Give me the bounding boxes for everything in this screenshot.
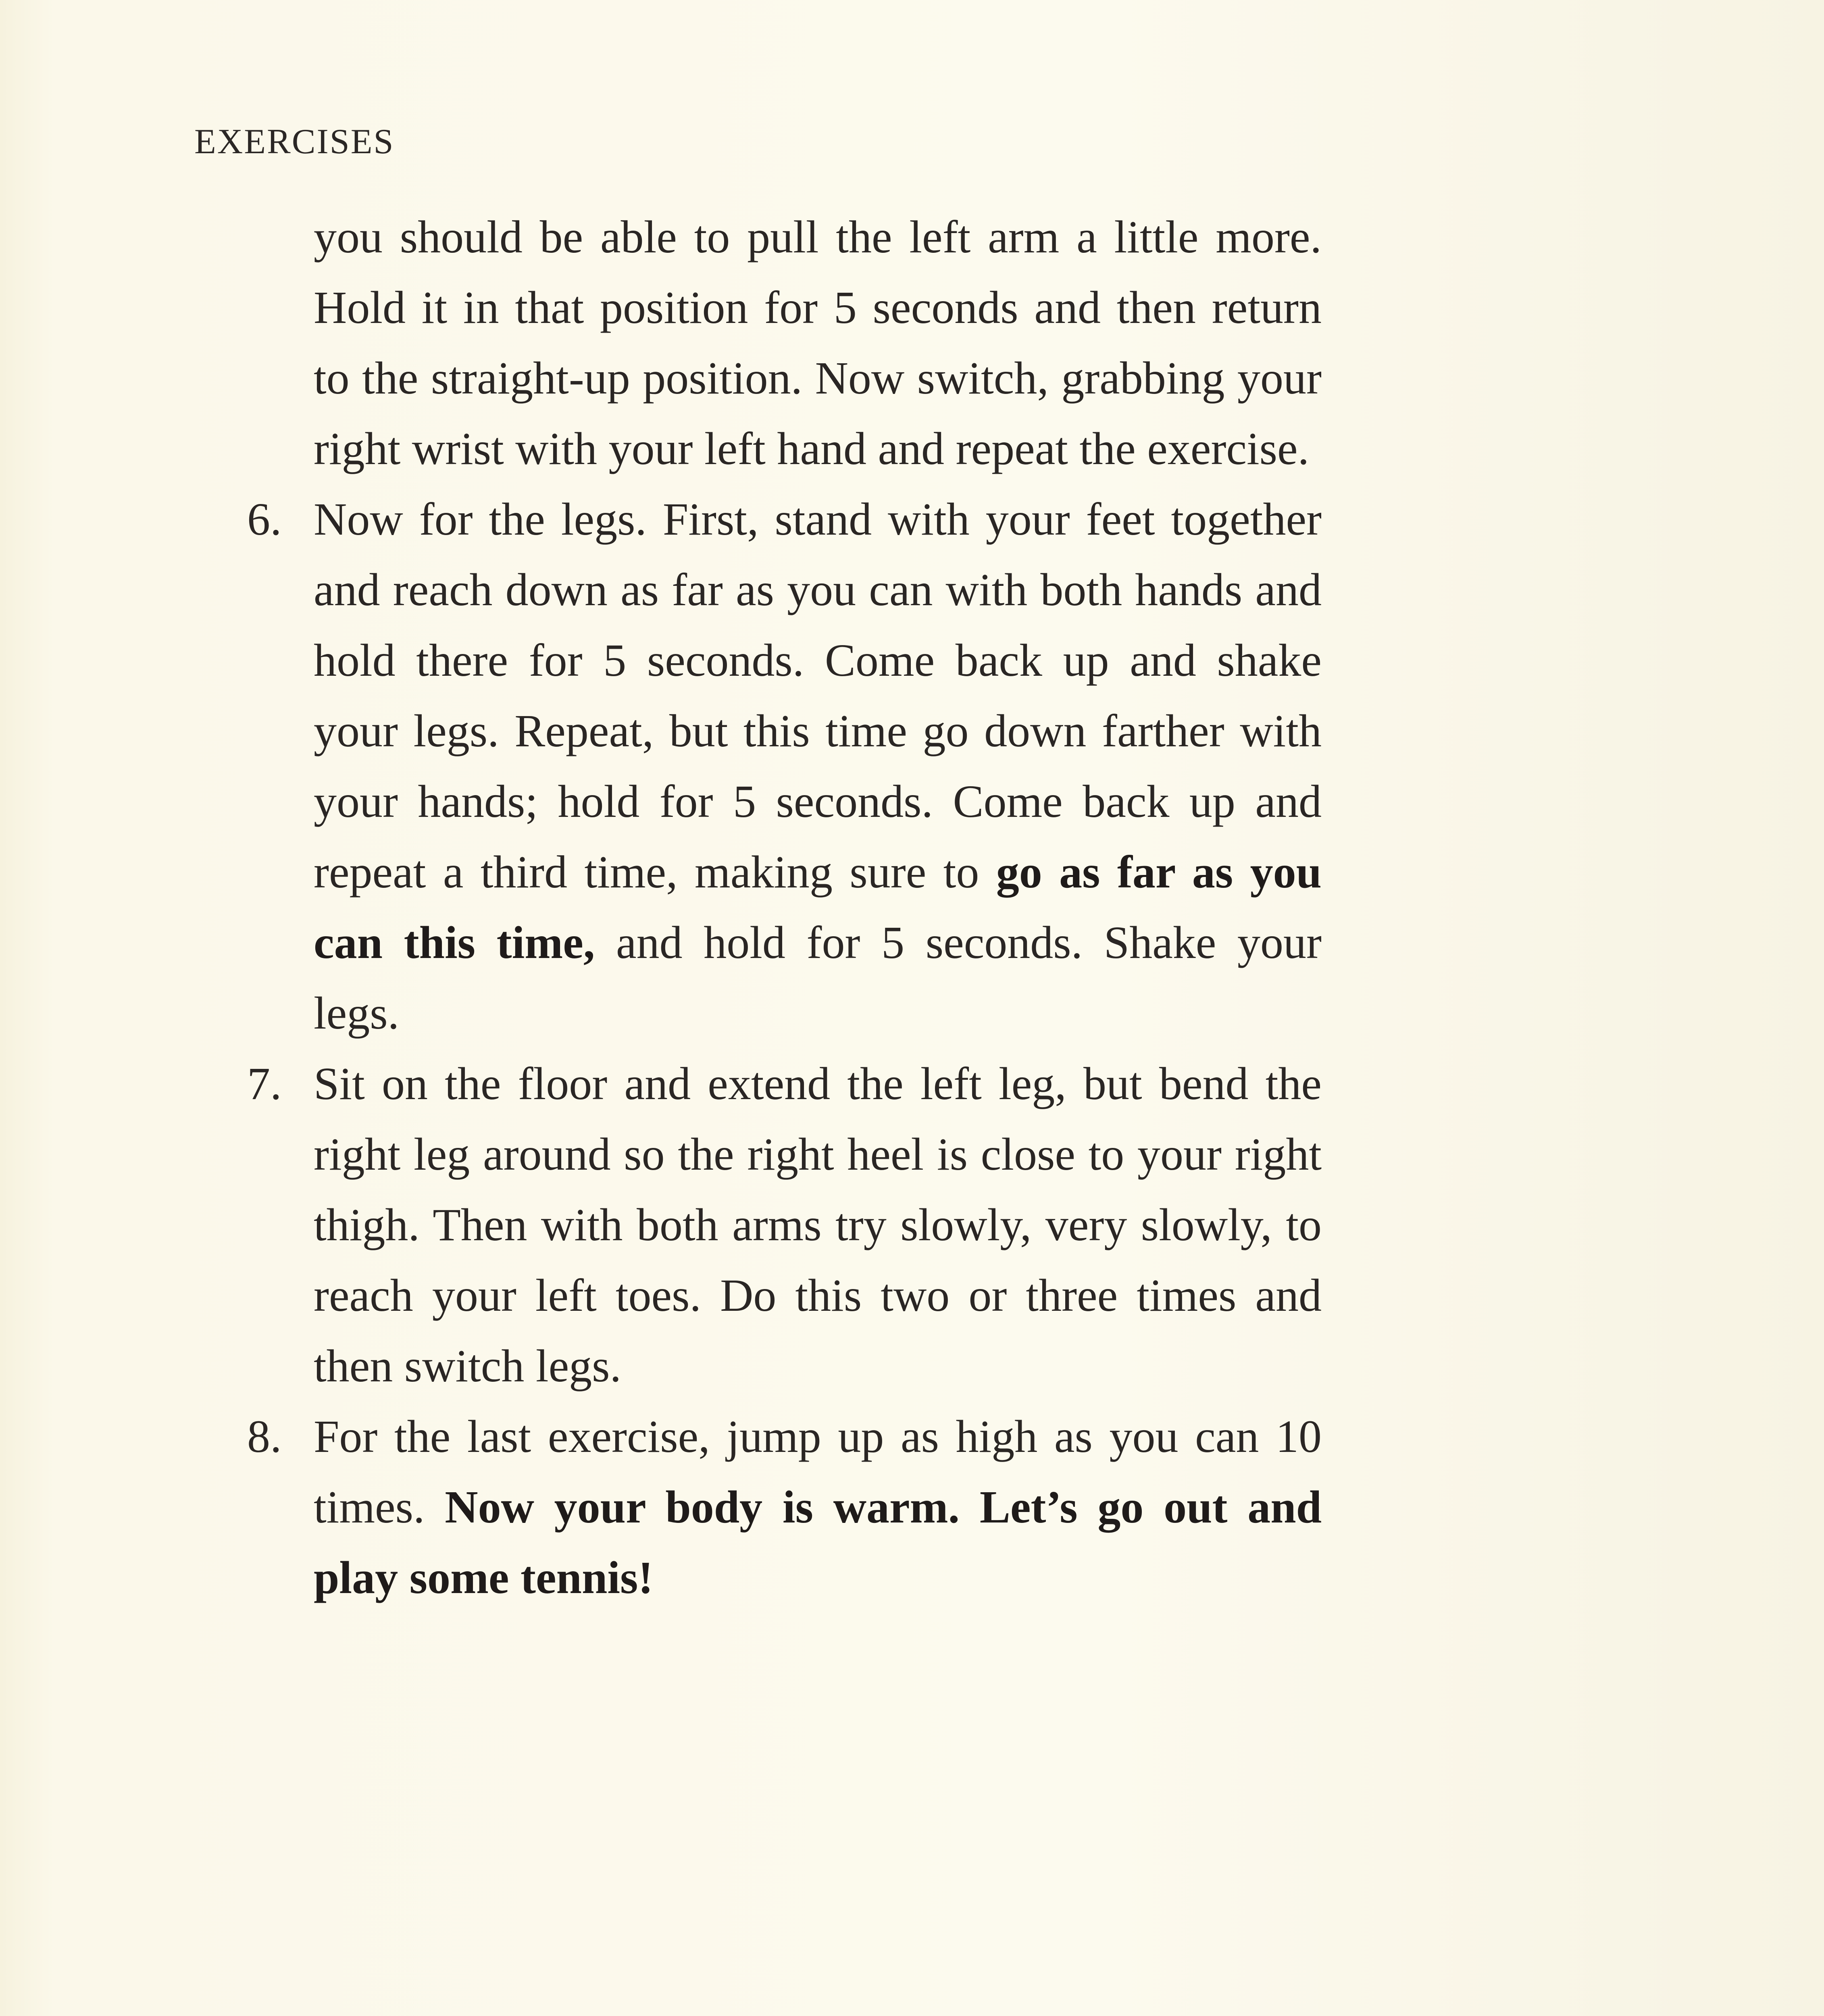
item-text: Sit on the floor and extend the left leg, but bend the right leg around so the right heel is close to your right thigh. Then with both arms try slowly, very slowly, to reach your left toes. Do this two or three times and then switch legs.	[314, 1058, 1322, 1391]
item-text: For the last exercise, jump up as high as you can 10 times.	[314, 1411, 1322, 1533]
exercise-item-6	[247, 484, 1322, 1048]
item-text-end: and hold for 5 seconds. Shake your legs.	[314, 917, 1322, 1039]
item-number: 7.	[247, 1058, 282, 1109]
item-bold-text: Now your body is warm. Let’s go out and play some tennis!	[314, 1481, 1322, 1603]
running-head: EXERCISES	[194, 122, 395, 161]
continuation-paragraph: you should be able to pull the left arm a little more. Hold it in that position for 5 seconds and then return to the straight-up position. Now switch, grabbing your right wrist with your left hand and repeat the exercise.	[314, 211, 1322, 474]
exercise-item-8	[247, 1401, 1322, 1613]
item-bold-text: go as far as you can this time,	[314, 846, 1322, 968]
exercise-text-block	[247, 202, 1322, 1613]
item-text: Now for the legs. First, stand with your feet together and reach down as far as you can with both hands and hold there for 5 seconds. Come back up and shake your legs. Repeat, but this time go down farther with your hands; hold for 5 seconds. Come back up and repeat a third time, making sure to	[314, 494, 1322, 898]
exercise-item-7	[247, 1048, 1322, 1401]
item-number: 8.	[247, 1411, 282, 1462]
item-number: 6.	[247, 494, 282, 545]
